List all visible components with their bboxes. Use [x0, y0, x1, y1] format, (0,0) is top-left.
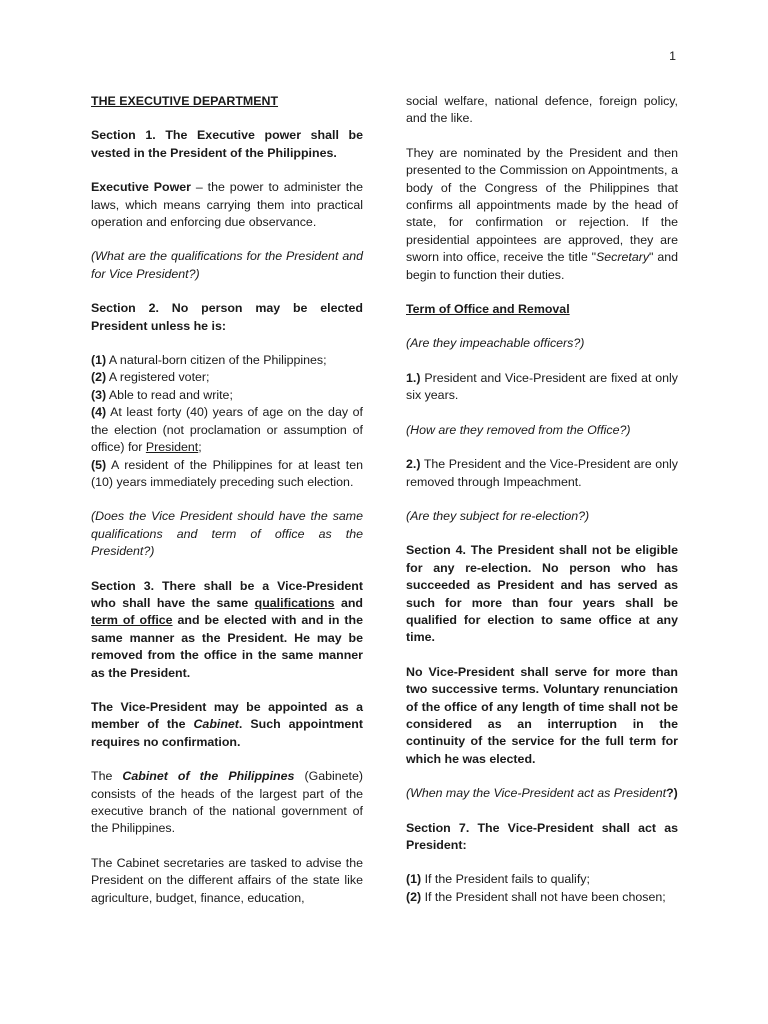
- section-2: Section 2. No person may be elected President unless he is:: [91, 301, 363, 333]
- question-qualifications: (What are the qualifications for the President and for Vice President?): [91, 249, 363, 281]
- term-heading: Term of Office and Removal: [406, 302, 570, 317]
- question-impeachable: (Are they impeachable officers?): [406, 336, 585, 351]
- nomination-paragraph: They are nominated by the President and then presented to the Commission on Appointments, a body of the Congress of the Philippines that confirms all appointments made by the head of state, for confirmation or rejection. If the presidential appointees are approved, they are sworn into office, receive the title "Secretary" and begin to function their duties.: [406, 145, 679, 282]
- vp-act-list: [406, 871, 678, 906]
- question-vp-act: (When may the Vice-President act as President?): [406, 786, 678, 801]
- question-vp-qualifications: (Does the Vice President should have the same qualifications and term of office as the President?): [91, 509, 363, 559]
- cabinet-paragraph: The Cabinet of the Philippines (Gabinete) consists of the heads of the largest part of the executive branch of the national government of the Philippines.: [91, 769, 364, 836]
- list-item: (5) A resident of the Philippines for at least ten (10) years immediately preceding such election.: [91, 457, 363, 489]
- section-4: Section 4. The President shall not be eligible for any re-election. No person who has succeeded as President and has served as such for more than four years shall be qualified for election to same office at any time.: [406, 543, 678, 645]
- right-column: [406, 93, 678, 906]
- section-1: Section 1. The Executive power shall be vested in the President of the Philippines.: [91, 128, 363, 160]
- continued-paragraph: social welfare, national defence, foreign policy, and the like.: [406, 94, 678, 126]
- cabinet-secretaries-paragraph: The Cabinet secretaries are tasked to advise the President on the different affairs of the state like agriculture, budget, finance, education,: [91, 855, 363, 905]
- left-column: [91, 93, 363, 907]
- list-item: (4) At least forty (40) years of age on the day of the election (not proclamation or assumption of office) for President;: [91, 405, 363, 455]
- question-removal: (How are they removed from the Office?): [406, 422, 631, 437]
- qualifications-list: [91, 352, 363, 491]
- vp-term-limit: No Vice-President shall serve for more than two successive terms. Voluntary renunciation of the office of any length of time shall not be considered as an interruption in the continuity of the service for the full term for which he was elected.: [406, 664, 678, 766]
- answer-term-fixed: 1.) President and Vice-President are fixed at only six years.: [406, 370, 678, 403]
- president-link: President: [145, 440, 199, 455]
- list-item: (3) Able to read and write;: [91, 387, 233, 402]
- vp-cabinet-paragraph: The Vice-President may be appointed as a member of the Cabinet. Such appointment requires no confirmation.: [91, 699, 363, 749]
- list-item: (1) If the President fails to qualify;: [406, 872, 590, 887]
- section-3: Section 3. There shall be a Vice-President who shall have the same qualifications and term of office and be elected with and in the same manner as the President. He may be removed from the office in the same manner as the President.: [91, 578, 363, 680]
- answer-impeachment: 2.) The President and the Vice-President are only removed through Impeachment.: [406, 457, 678, 489]
- question-reelection: (Are they subject for re-election?): [406, 508, 590, 523]
- list-item: (2) A registered voter;: [91, 370, 210, 385]
- section-heading: THE EXECUTIVE DEPARTMENT: [91, 94, 279, 108]
- list-item: (1) A natural-born citizen of the Philippines;: [91, 353, 327, 368]
- section-7: Section 7. The Vice-President shall act as President:: [406, 820, 678, 852]
- list-item: (2) If the President shall not have been chosen;: [406, 889, 666, 904]
- executive-power-definition: Executive Power – the power to administer the laws, which means carrying them into practical operation and enforcing due observance.: [91, 180, 363, 230]
- page-number: 1: [669, 49, 676, 63]
